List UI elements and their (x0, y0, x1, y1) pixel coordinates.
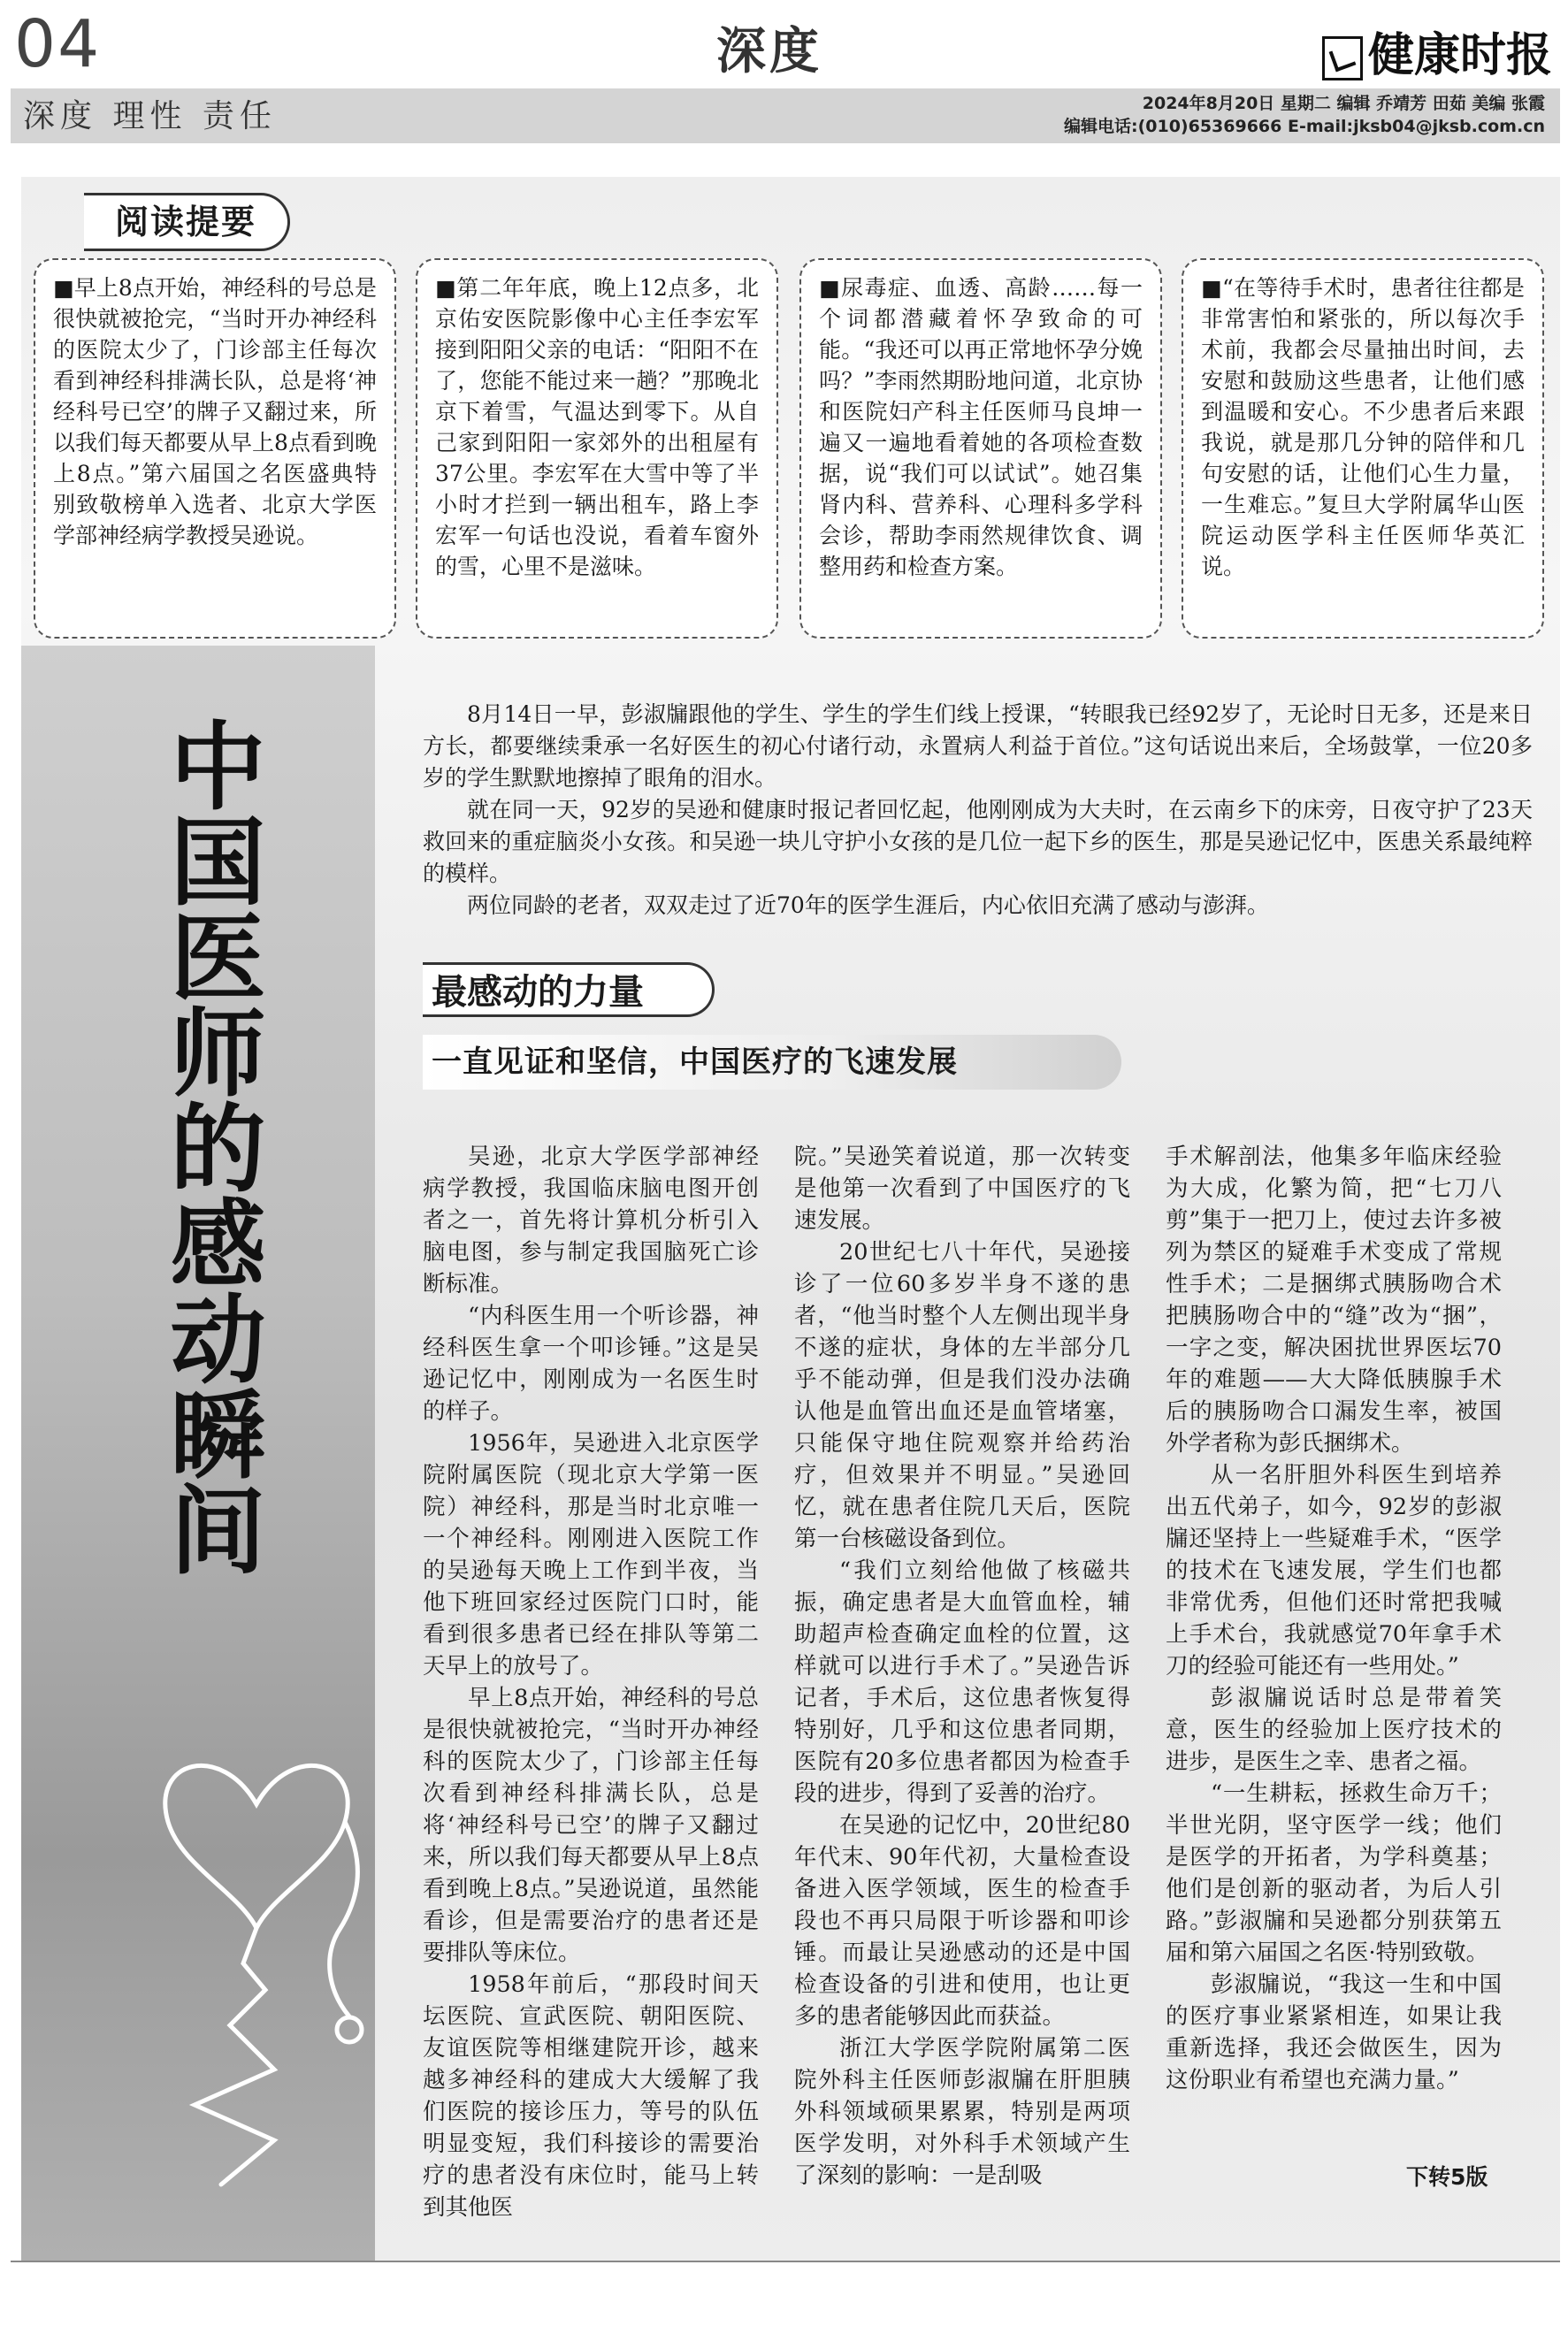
article-paragraph: “一生耕耘，拯救生命万千；半世光阴，坚守医学一线；他们是医学的开拓者，为学科奠基；他们是创新的驱动者，为后人引路。”彭淑牖和吴逊都分别获第五届和第六届国之名医·特别致敬。 (1166, 1780, 1502, 1966)
intro-paragraph: 就在同一天，92岁的吴逊和健康时报记者回忆起，他刚刚成为大夫时，在云南乡下的床旁，日夜守护了23天救回来的重症脑炎小女孩。和吴逊一块儿守护小女孩的是几位一起下乡的医生，那是吴逊记忆中，医患关系最纯粹的模样。 (423, 797, 1533, 886)
stethoscope-heart-icon (142, 1725, 371, 2220)
continued-note: 下转5版 (1406, 2164, 1488, 2190)
article-paragraph: 吴逊，北京大学医学部神经病学教授，我国临床脑电图开创者之一，首先将计算机分析引入脑电图，参与制定我国脑死亡诊断标准。 (423, 1144, 759, 1297)
editor-info (1064, 92, 1545, 138)
summary-box: ■第二年年底，晚上12点多，北京佑安医院影像中心主任李宏军接到阳阳父亲的电话：“阳阳不在了，您能不能过来一趟？”那晚北京下着雪，气温达到零下。从自己家到阳阳一家郊外的出租屋有37公里。李宏军在大雪中等了半小时才拦到一辆出租车，路上李宏军一句话也没说，看着车窗外的雪，心里不是滋味。 (416, 258, 778, 639)
article-paragraph: “我们立刻给他做了核磁共振，确定患者是大血管血栓，辅助超声检查确定血栓的位置，这样就可以进行手术了。”吴逊告诉记者，手术后，这位患者恢复得特别好，几乎和这位患者同期，医院有20多位患者都因为检查手段的进步，得到了妥善的治疗。 (794, 1557, 1130, 1807)
intro-paragraph: 两位同龄的老者，双双走过了近70年的医学生涯后，内心依旧充满了感动与澎湃。 (467, 892, 1269, 918)
article-paragraph: 彭淑牖说话时总是带着笑意，医生的经验加上医疗技术的进步，是医生之幸、患者之福。 (1166, 1685, 1502, 1775)
article-column-2 (794, 1141, 1130, 2192)
section-title: 深度 (716, 23, 822, 80)
section-subheading: 一直见证和坚信，中国医疗的飞速发展 (423, 1035, 1121, 1090)
editor-line: 2024年8月20日 星期二 编辑 乔靖芳 田茹 美编 张霞 (1142, 94, 1545, 113)
article-paragraph: 20世纪七八十年代，吴逊接诊了一位60多岁半身不遂的患者，“他当时整个人左侧出现半身不遂的症状，身体的左半部分几乎不能动弹，但是我们没办法确认他是血管出血还是血管堵塞，只能保守地住院观察并给药治疗，但效果并不明显。”吴逊回忆，就在患者住院几天后，医院第一台核磁设备到位。 (794, 1239, 1130, 1552)
logo-text: 健康时报 (1367, 29, 1552, 82)
bottom-divider (11, 2261, 1560, 2262)
intro-text (423, 699, 1533, 922)
article-paragraph: 早上8点开始，神经科的号总是很快就被抢完，“当时开办神经科的医院太少了，门诊部主任每次看到神经科排满长队，总是将‘神经科号已空’的牌子又翻过来，所以我们每天都要从早上8点看到晚上8点。”吴逊说道，虽然能看诊，但是需要治疗的患者还是要排队等床位。 (423, 1685, 759, 1966)
article-paragraph: 1958年前后，“那段时间天坛医院、宣武医院、朝阳医院、友谊医院等相继建院开诊，越来越多神经科的建成大大缓解了我们医院的接诊压力，等号的队伍明显变短，我们科接诊的需要治疗的患者没有床位时，能马上转到其他医 (423, 1971, 759, 2221)
section-motto: 深度 理性 责任 (23, 98, 277, 134)
article-paragraph: “内科医生用一个听诊器，神经科医生拿一个叩诊锤。”这是吴逊记忆中，刚刚成为一名医生时的样子。 (423, 1303, 759, 1425)
intro-paragraph: 8月14日一早，彭淑牖跟他的学生、学生的学生们线上授课，“转眼我已经92岁了，无论时日无多，还是来日方长，都要继续秉承一名好医生的初心付诸行动，永置病人利益于首位。”这句话说出来后，全场鼓掌，一位20多岁的学生默默地擦掉了眼角的泪水。 (423, 701, 1533, 791)
article-paragraph: 彭淑牖说，“我这一生和中国的医疗事业紧紧相连，如果让我重新选择，我还会做医生，因为这份职业有希望也充满力量。” (1166, 1971, 1502, 2093)
summary-box: ■早上8点开始，神经科的号总是很快就被抢完，“当时开办神经科的医院太少了，门诊部主任每次看到神经科排满长队，总是将‘神经科号已空’的牌子又翻过来，所以我们每天都要从早上8点看到晚上8点。”第六届国之名医盛典特别致敬榜单入选者、北京大学医学部神经病学教授吴逊说。 (34, 258, 396, 639)
article-paragraph: 1956年，吴逊进入北京医学院附属医院（现北京大学第一医院）神经科，那是当时北京唯一一个神经科。刚刚进入医院工作的吴逊每天晚上工作到半夜，当他下班回家经过医院门口时，能看到很多患者已经在排队等第二天早上的放号了。 (423, 1430, 759, 1679)
article-column-1 (423, 1141, 759, 2223)
summary-box: ■“在等待手术时，患者往往都是非常害怕和紧张的，所以每次手术前，我都会尽量抽出时间，去安慰和鼓励这些患者，让他们感到温暖和安心。不少患者后来跟我说，就是那几分钟的陪伴和几句安慰的话，让他们心生力量，一生难忘。”复旦大学附属华山医院运动医学科主任医师华英汇说。 (1182, 258, 1544, 639)
article-paragraph: 浙江大学医学院附属第二医院外科主任医师彭淑牖在肝胆胰外科领域硕果累累，特别是两项医学发明，对外科手术领域产生了深刻的影响：一是刮吸 (794, 2035, 1130, 2189)
article-paragraph: 院。”吴逊笑着说道，那一次转变是他第一次看到了中国医疗的飞速发展。 (794, 1144, 1130, 1234)
editor-contact-line: 编辑电话:(010)65369666 E-mail:jksb04@jksb.com.cn (1063, 117, 1545, 136)
article-paragraph: 手术解剖法，他集多年临床经验为大成，化繁为简，把“七刀八剪”集于一把刀上，使过去许多被列为禁区的疑难手术变成了常规性手术；二是捆绑式胰肠吻合术把胰肠吻合中的“缝”改为“捆”，一字之变，解决困扰世界医坛70年的难题——大大降低胰腺手术后的胰肠吻合口漏发生率，被国外学者称为彭氏捆绑术。 (1166, 1144, 1502, 1457)
article-paragraph: 从一名肝胆外科医生到培养出五代弟子，如今，92岁的彭淑牖还坚持上一些疑难手术，“医学的技术在飞速发展，学生们也都非常优秀，但他们还时常把我喊上手术台，我就感觉70年拿手术刀的经验可能还有一些用处。” (1166, 1462, 1502, 1679)
section-heading: 最感动的力量 (423, 962, 715, 1017)
newspaper-logo (1322, 18, 1552, 84)
article-column-3 (1166, 1141, 1502, 2096)
article-paragraph: 在吴逊的记忆中，20世纪80年代末、90年代初，大量检查设备进入医学领域，医生的检查手段也不再只局限于听诊器和叩诊锤。而最让吴逊感动的还是中国检查设备的引进和使用，也让更多的患者能够因此而获益。 (794, 1812, 1130, 2030)
logo-mark-icon (1322, 36, 1363, 80)
page-number: 04 (14, 6, 102, 82)
summary-box: ■尿毒症、血透、高龄……每一个词都潜藏着怀孕致命的可能。“我还可以再正常地怀孕分娩吗？”李雨然期盼地问道，北京协和医院妇产科主任医师马良坤一遍又一遍地看着她的各项检查数据，说“我们可以试试”。她召集肾内科、营养科、心理科多学科会诊，帮助李雨然规律饮食、调整用药和检查方案。 (799, 258, 1162, 639)
summary-label: 阅读提要 (84, 193, 290, 251)
main-title: 中国医师的感动瞬间 (154, 716, 264, 1576)
